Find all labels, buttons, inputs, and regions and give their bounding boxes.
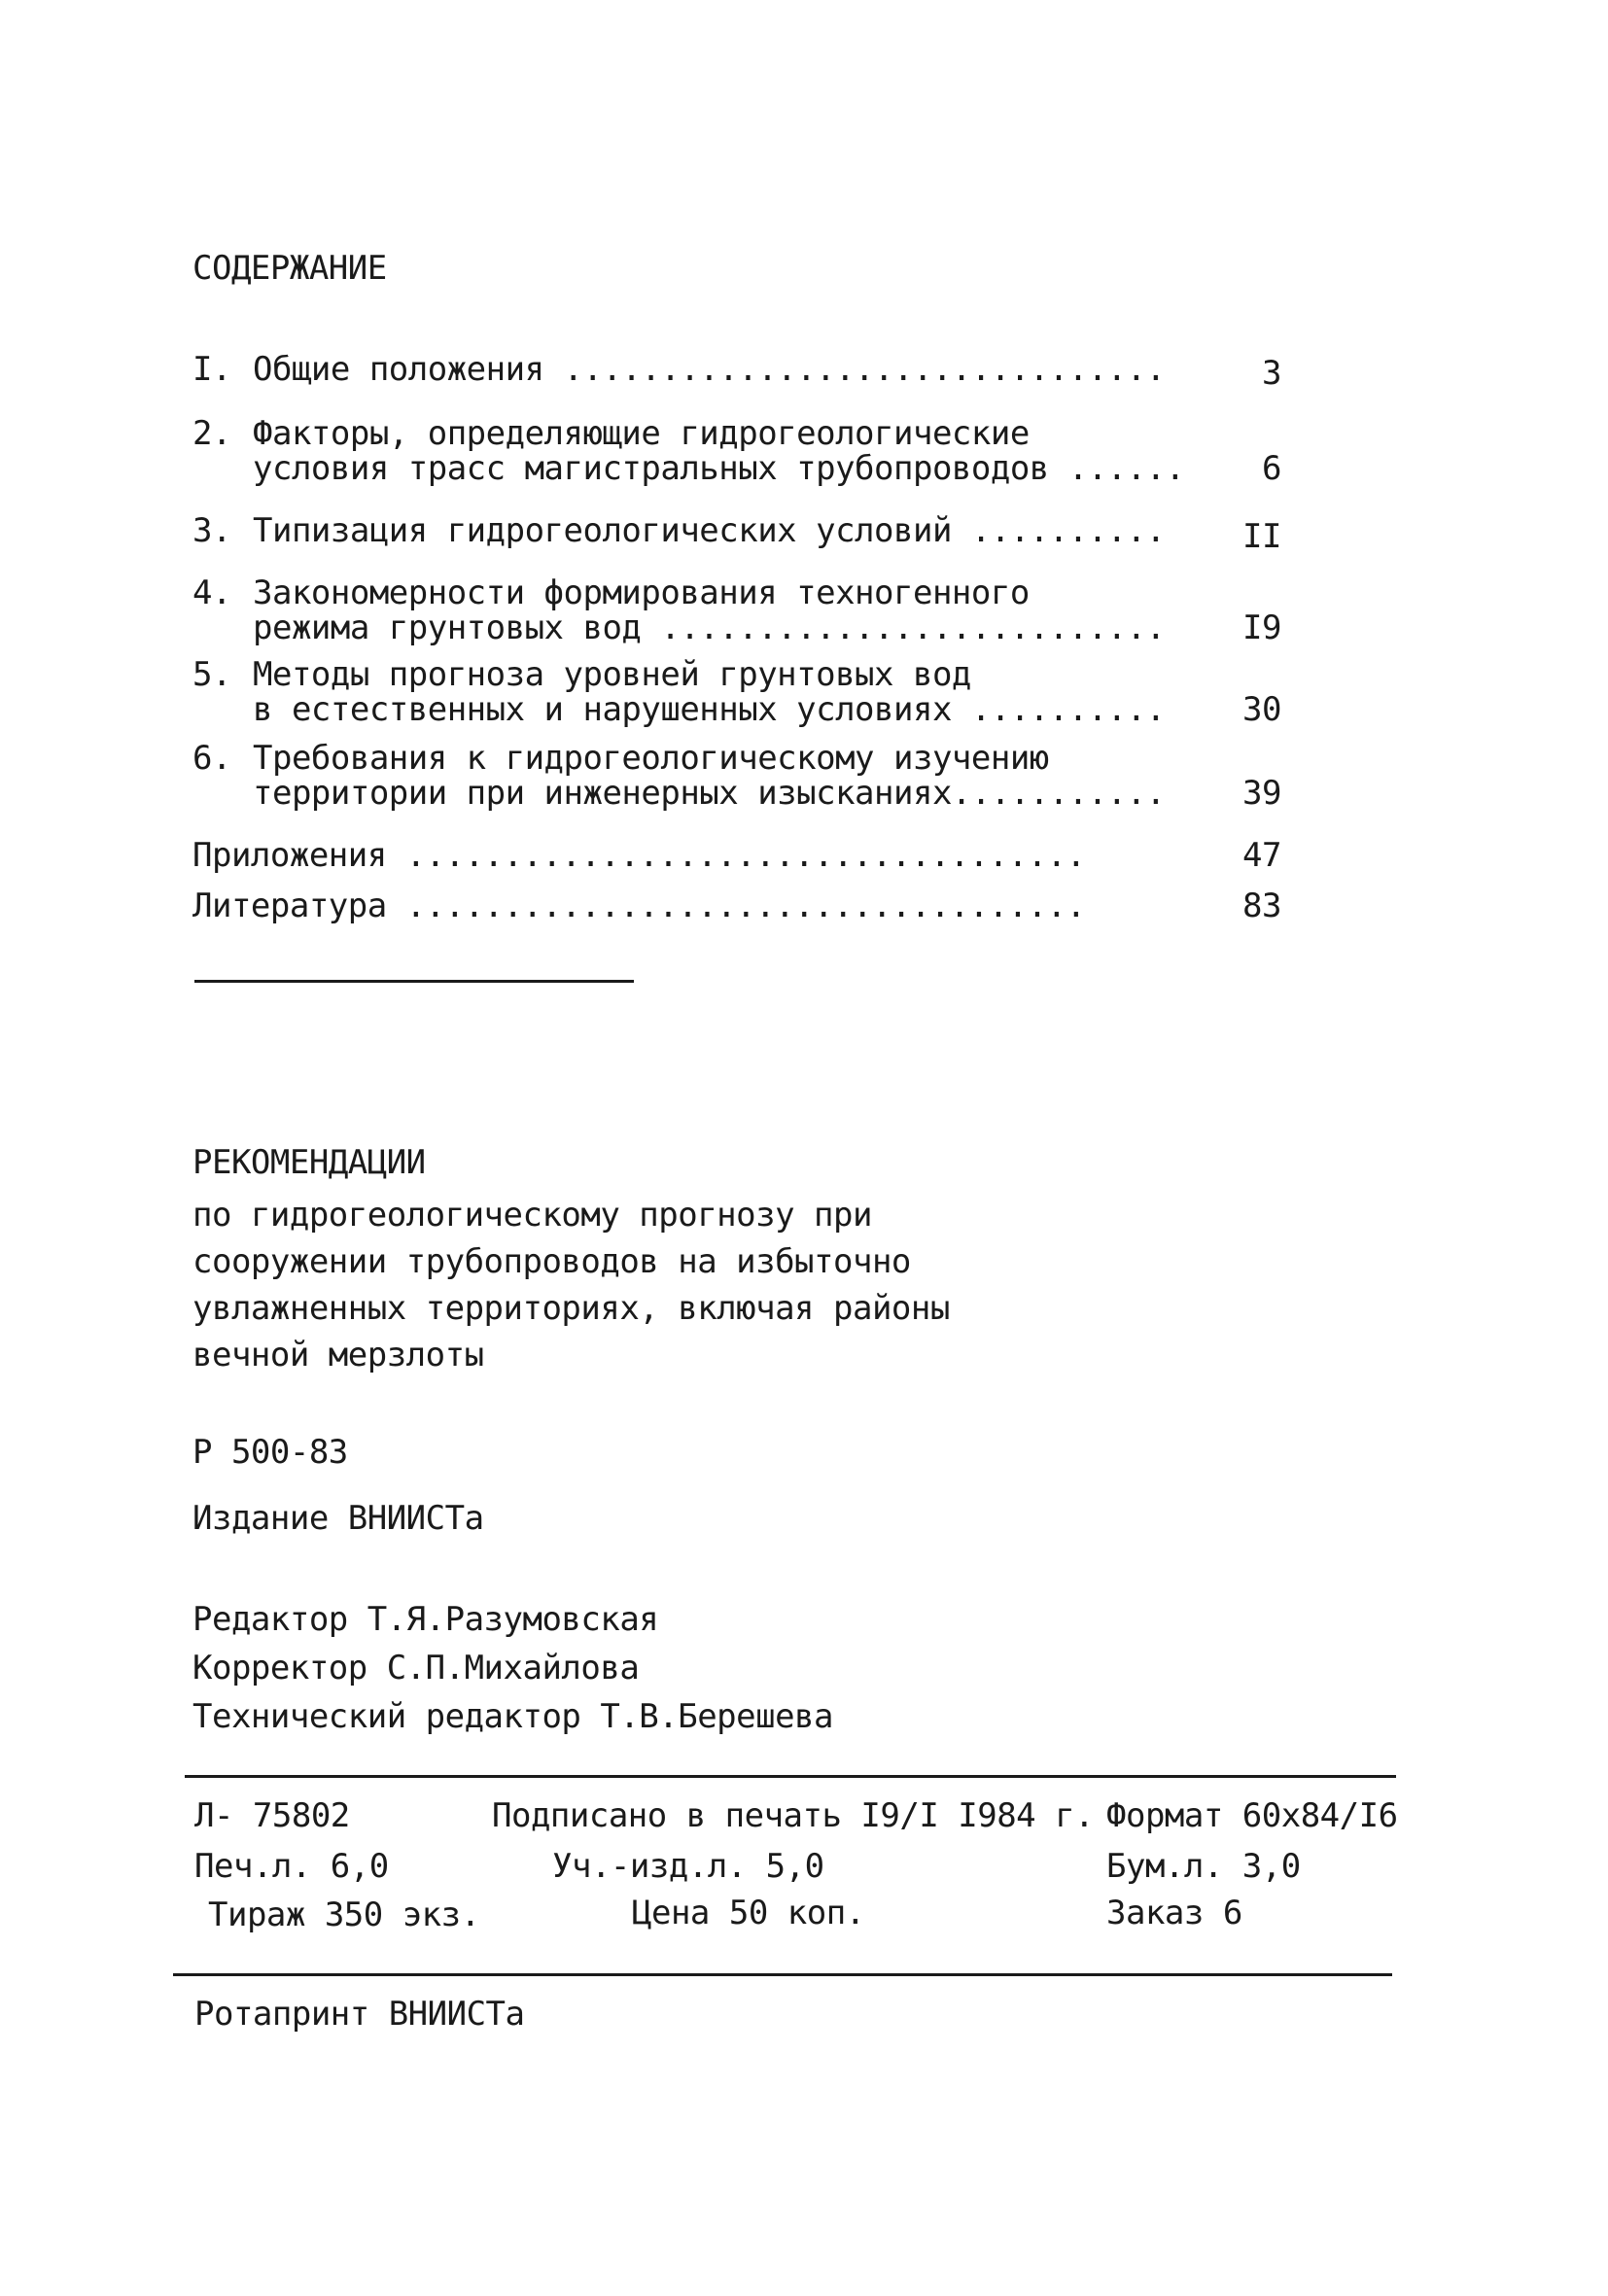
toc-item-title: Типизация гидрогеологических условий .......... [253,511,1166,550]
toc-item-number: 3. [192,511,231,550]
toc-item-number: 2. [192,414,231,453]
toc-item-number: I. [192,350,231,389]
toc-item-page: 30 [1242,690,1281,729]
toc-item-2 [192,416,1281,490]
imprint-pub-sheets: Уч.-изд.л. 5,0 [552,1847,824,1886]
toc-item-number: 6. [192,739,231,778]
recommendations-line-3: увлажненных территориях, включая районы [192,1289,950,1328]
toc-appendix-page: 47 [1242,836,1281,875]
toc-item-title-line1: Закономерности формирования техногенного [253,574,1030,612]
toc-item-title-line1: Требования к гидрогеологическому изучению [253,739,1049,778]
imprint-order-id: Л- 75802 [194,1796,350,1835]
toc-literature [192,888,1281,927]
toc-item-title-line2: территории при инженерных изысканиях........... [253,774,1166,813]
toc-item-page: 3 [1262,354,1281,393]
recommendations-line-2: сооружении трубопроводов на избыточно [192,1242,911,1281]
toc-item-number: 5. [192,655,231,694]
recommendations-line-4: вечной мерзлоты [192,1336,484,1374]
toc-item-4 [192,575,1281,649]
toc-item-title [253,416,1185,486]
toc-item-page: II [1242,517,1281,556]
toc-item-title-line1: Факторы, определяющие гидрогеологические [253,414,1030,453]
toc-item-1 [192,352,1281,391]
toc-item-title [253,741,1166,811]
imprint-format: Формат 60х84/I6 [1106,1796,1398,1835]
toc-item-page: 6 [1262,449,1281,488]
toc-appendix [192,838,1281,877]
corrector-line: Корректор С.П.Михайлова [192,1649,640,1687]
toc-appendix-label: Приложения ................................... [192,836,1086,875]
toc-item-6 [192,741,1281,815]
toc-item-3 [192,511,1281,556]
imprint-print-sheets: Печ.л. 6,0 [194,1847,389,1886]
toc-literature-label: Литература ................................... [192,887,1086,925]
recommendations-line-1: по гидрогеологическому прогнозу при [192,1196,872,1235]
contents-heading: СОДЕРЖАНИЕ [192,249,387,288]
imprint-price: Цена 50 коп. [632,1894,865,1932]
section-divider [194,980,634,983]
imprint-bottom-rule [173,1973,1392,1976]
toc-item-title-line2: условия трасс магистральных трубопроводов ...... [253,449,1185,488]
toc-item-title-line1: Методы прогноза уровней грунтовых вод [253,655,971,694]
tech-editor-line: Технический редактор Т.В.Берешева [192,1697,834,1736]
toc-item-title: Общие положения ............................... [253,350,1166,389]
document-code: Р 500-83 [192,1433,348,1472]
imprint-paper-sheets: Бум.л. 3,0 [1106,1847,1301,1886]
recommendations-heading: РЕКОМЕНДАЦИИ [192,1143,426,1182]
toc-item-title [253,657,1166,727]
imprint-signed: Подписано в печать I9/I I984 г. [492,1796,1095,1835]
imprint-top-rule [185,1775,1396,1778]
toc-literature-page: 83 [1242,887,1281,925]
editor-line: Редактор Т.Я.Разумовская [192,1600,659,1639]
imprint-run: Тираж 350 экз. [208,1896,480,1934]
toc-item-title-line2: режима грунтовых вод .......................... [253,609,1166,647]
printer-line: Ротапринт ВНИИСТа [194,1995,525,2034]
toc-item-title-line2: в естественных и нарушенных условиях .......... [253,690,1166,729]
toc-item-page: 39 [1242,774,1281,813]
imprint-order: Заказ 6 [1106,1894,1242,1932]
toc-item-number: 4. [192,574,231,612]
edition-line: Издание ВНИИСТа [192,1499,484,1538]
toc-item-title [253,575,1166,645]
toc-item-5 [192,657,1281,731]
toc-item-page: I9 [1242,609,1281,647]
